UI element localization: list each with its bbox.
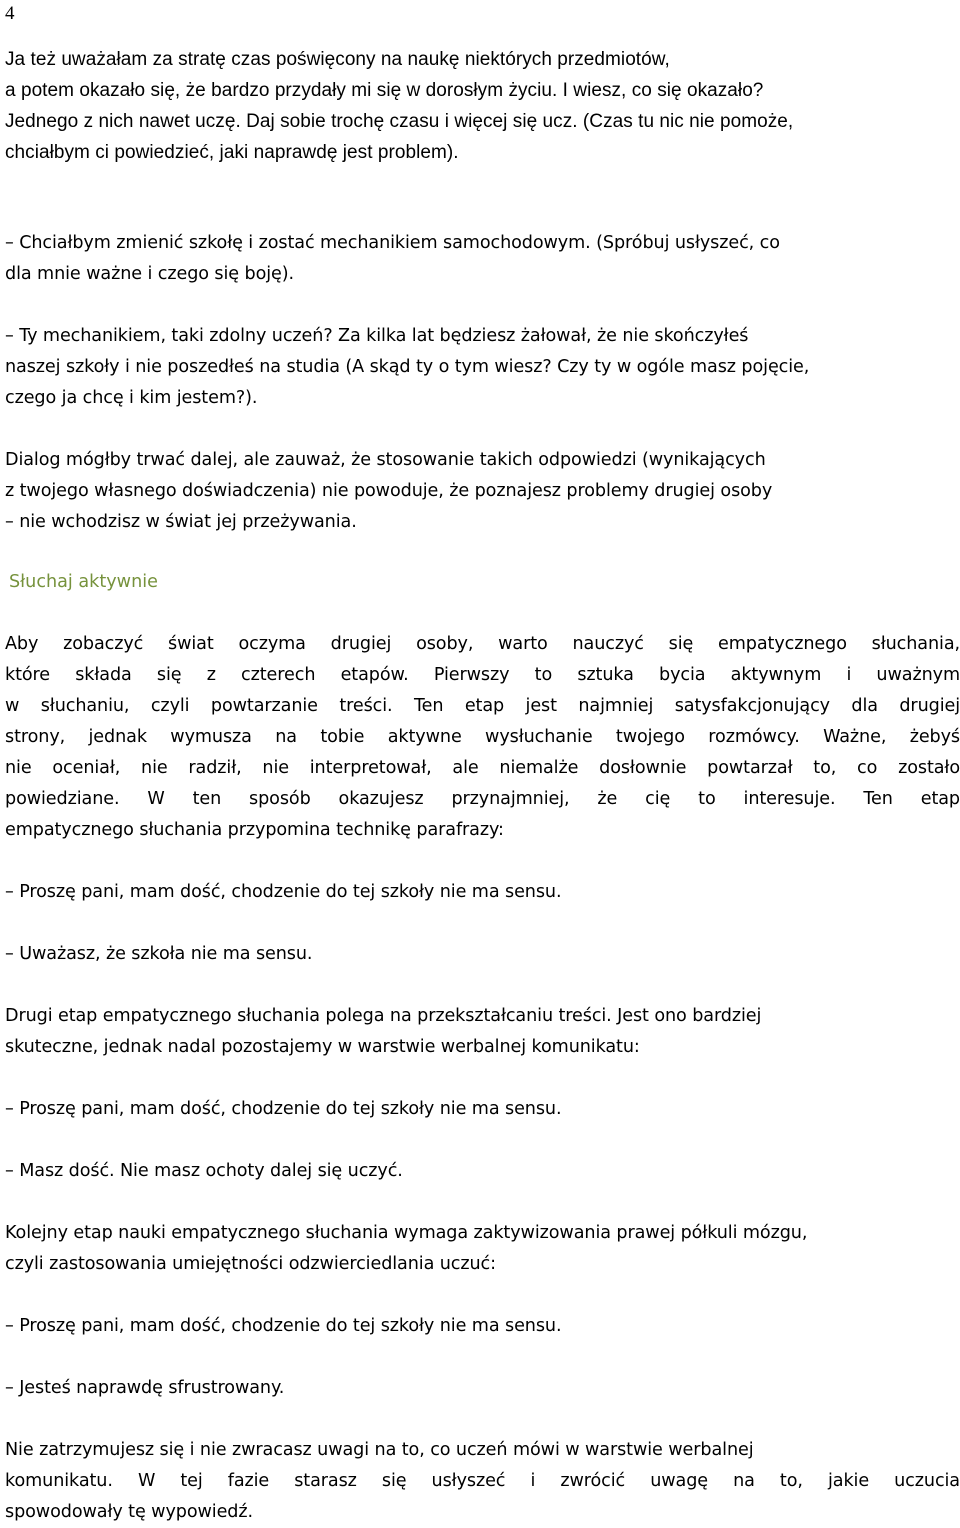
example-student-line — [5, 1311, 960, 1342]
text-line: naszej szkoły i nie poszedłeś na studia (A skąd ty o tym wiesz? Czy ty w ogóle masz pojęcie, — [5, 357, 810, 377]
text-line: Kolejny etap nauki empatycznego słuchania wymaga zaktywizowania prawej półkuli mózgu, — [5, 1223, 808, 1243]
page-number: 4 — [5, 3, 15, 24]
paragraph-student-reply — [5, 228, 960, 290]
text-line: w słuchaniu, czyli powtarzanie treści. Ten etap jest najmniej satysfakcjonujący dla drugiej — [5, 696, 960, 716]
text-line: – Uważasz, że szkoła nie ma sensu. — [5, 944, 313, 964]
text-line: Dialog mógłby trwać dalej, ale zauważ, że stosowanie takich odpowiedzi (wynikających — [5, 450, 766, 470]
paragraph-teacher-reply — [5, 321, 960, 414]
text-line: – Chciałbym zmienić szkołę i zostać mechanikiem samochodowym. (Spróbuj usłyszeć, co — [5, 233, 780, 253]
section-heading: Słuchaj aktywnie — [9, 572, 158, 592]
text-line: które składa się z czterech etapów. Pierwszy to sztuka bycia aktywnym i uważnym — [5, 665, 960, 685]
text-line: Jednego z nich nawet uczę. Daj sobie trochę czasu i więcej się ucz. (Czas tu nic nie pomoże, — [5, 111, 794, 132]
text-line: czyli zastosowania umiejętności odzwierciedlania uczuć: — [5, 1254, 496, 1274]
text-line: nie oceniał, nie radził, nie interpretował, ale niemalże dosłownie powtarzał to, co zostało — [5, 758, 960, 778]
text-line: – Proszę pani, mam dość, chodzenie do tej szkoły nie ma sensu. — [5, 1316, 562, 1336]
text-line: Drugi etap empatycznego słuchania polega na przekształcaniu treści. Jest ono bardziej — [5, 1006, 762, 1026]
text-line: – nie wchodzisz w świat jej przeżywania. — [5, 512, 357, 532]
text-line: empatycznego słuchania przypomina technikę parafrazy: — [5, 820, 504, 840]
text-line: powiedziane. W ten sposób okazujesz przynajmniej, że cię to interesuje. Ten etap — [5, 789, 960, 809]
text-line: komunikatu. W tej fazie starasz się usłyszeć i zwrócić uwagę na to, jakie uczucia — [5, 1471, 960, 1491]
text-line: czego ja chcę i kim jestem?). — [5, 388, 258, 408]
text-line: skuteczne, jednak nadal pozostajemy w warstwie werbalnej komunikatu: — [5, 1037, 640, 1057]
text-line: Ja też uważałam za stratę czas poświęcony na naukę niektórych przedmiotów, — [5, 49, 670, 70]
text-line: – Masz dość. Nie masz ochoty dalej się uczyć. — [5, 1161, 403, 1181]
text-line: z twojego własnego doświadczenia) nie powoduje, że poznajesz problemy drugiej osoby — [5, 481, 773, 501]
text-line: chciałbym ci powiedzieć, jaki naprawdę jest problem). — [5, 142, 459, 163]
paragraph-stage-two — [5, 1001, 960, 1063]
example-teacher-line — [5, 939, 960, 970]
example-student-line — [5, 1094, 960, 1125]
example-student-line — [5, 877, 960, 908]
text-line: Aby zobaczyć świat oczyma drugiej osoby, warto nauczyć się empatycznego słuchania, — [5, 634, 960, 654]
text-line: a potem okazało się, że bardzo przydały mi się w dorosłym życiu. I wiesz, co się okazało? — [5, 80, 764, 101]
example-teacher-line — [5, 1373, 960, 1404]
text-line: strony, jednak wymusza na tobie aktywne wysłuchanie twojego rozmówcy. Ważne, żebyś — [5, 727, 960, 747]
text-line: spowodowały tę wypowiedź. — [5, 1502, 254, 1522]
paragraph-stage-one — [5, 629, 960, 846]
text-line: – Proszę pani, mam dość, chodzenie do tej szkoły nie ma sensu. — [5, 882, 562, 902]
example-teacher-line — [5, 1156, 960, 1187]
text-line: – Ty mechanikiem, taki zdolny uczeń? Za kilka lat będziesz żałował, że nie skończyłeś — [5, 326, 749, 346]
paragraph-stage-three — [5, 1218, 960, 1280]
text-line: Nie zatrzymujesz się i nie zwracasz uwagi na to, co uczeń mówi w warstwie werbalnej — [5, 1440, 754, 1460]
text-line: dla mnie ważne i czego się boję). — [5, 264, 295, 284]
text-line: – Proszę pani, mam dość, chodzenie do tej szkoły nie ma sensu. — [5, 1099, 562, 1119]
text-line: – Jesteś naprawdę sfrustrowany. — [5, 1378, 285, 1398]
paragraph-intro — [5, 44, 960, 168]
paragraph-stage-three-comment — [5, 1435, 960, 1528]
paragraph-dialog-comment — [5, 445, 960, 538]
